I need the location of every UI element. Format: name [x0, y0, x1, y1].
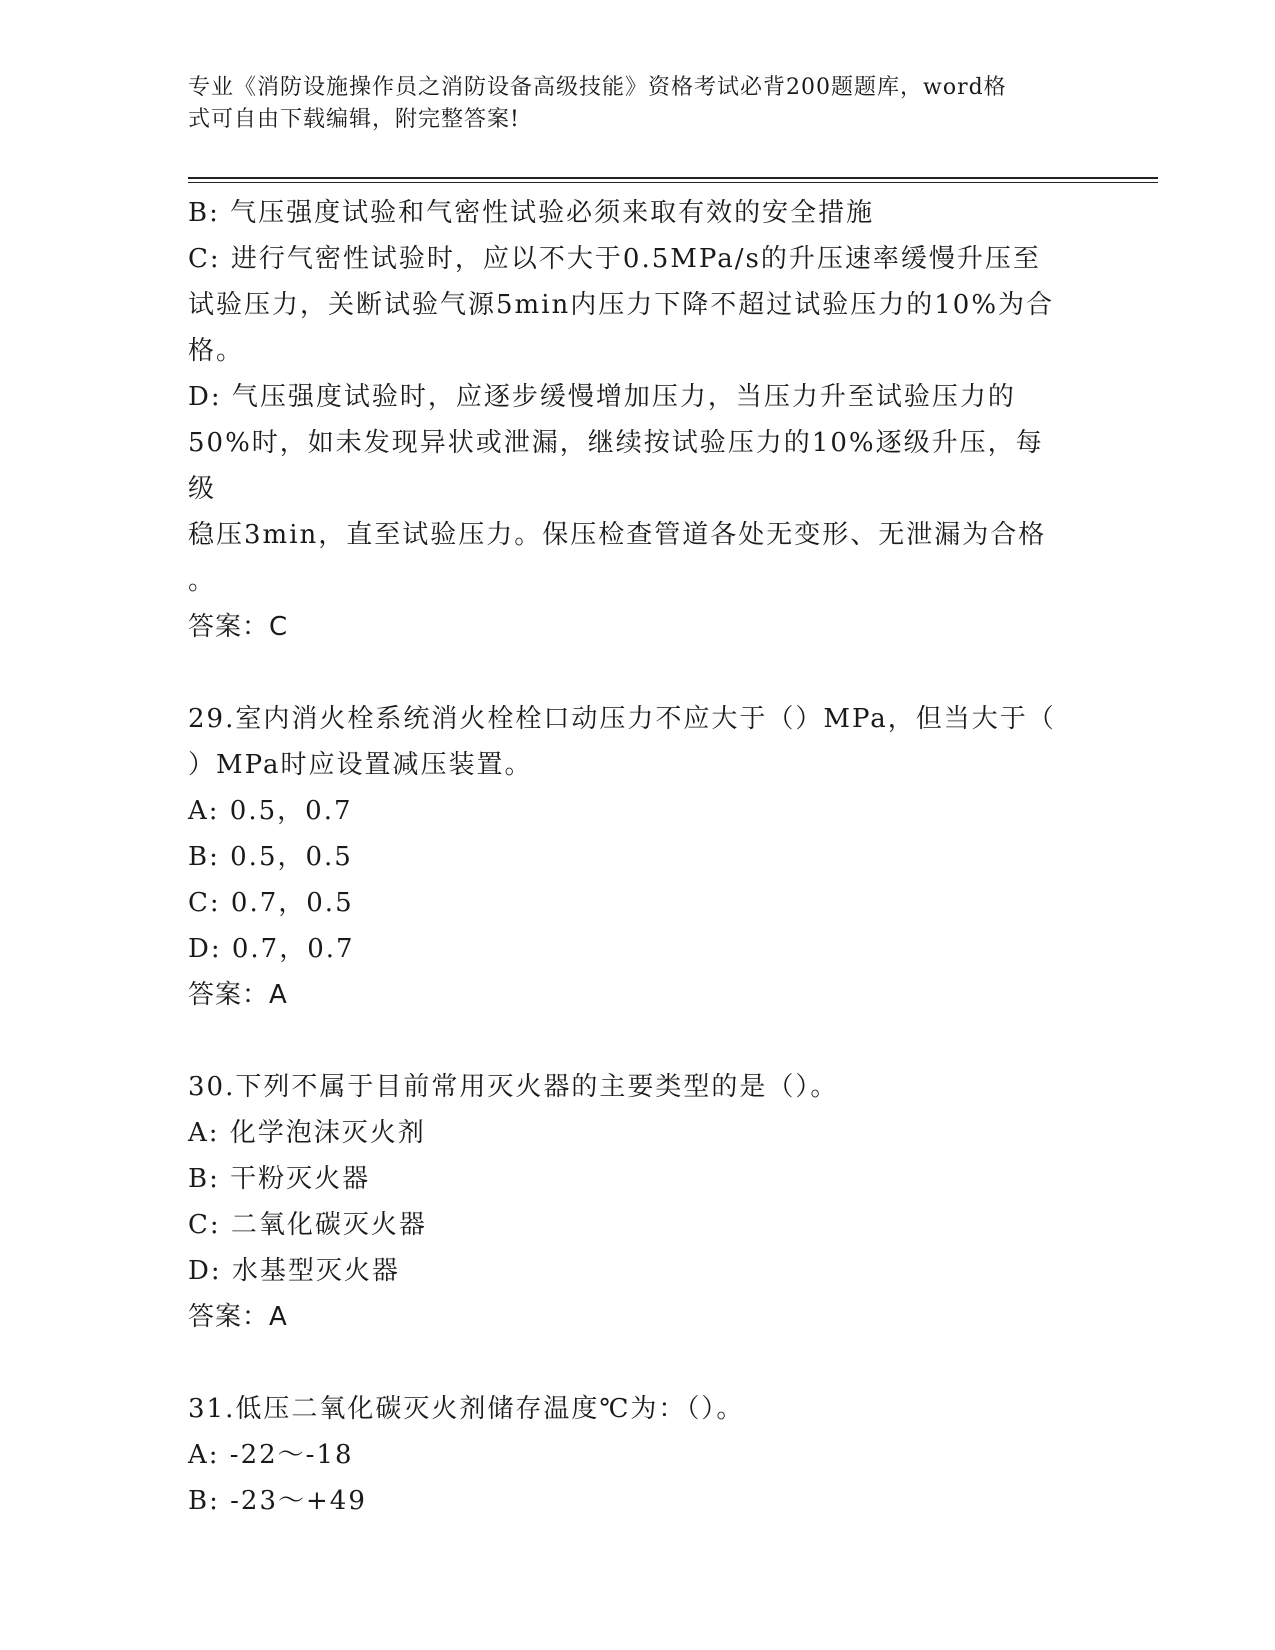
question-31 [188, 1386, 1068, 1524]
header-rule-thin [188, 182, 1158, 183]
option-a: A: 化学泡沫灭火剂 [188, 1118, 426, 1148]
answer: 答案：C [188, 612, 289, 642]
question-stem-line-2: ）MPa时应设置减压装置。 [188, 750, 533, 780]
option-d-line-4: 。 [188, 566, 217, 596]
question-28-tail [188, 190, 1068, 650]
option-c-line-3: 格。 [188, 336, 245, 366]
header-line-2: 式可自由下载编辑，附完整答案! [188, 107, 520, 132]
question-29 [188, 696, 1068, 1018]
option-c: C: 0.7，0.5 [188, 888, 354, 918]
document-header [188, 72, 1068, 136]
option-b: B: 0.5，0.5 [188, 842, 353, 872]
header-rule-thick [188, 177, 1158, 179]
option-b: B: 干粉灭火器 [188, 1164, 371, 1194]
question-stem-line-1: 29.室内消火栓系统消火栓栓口动压力不应大于（）MPa，但当大于（ [188, 704, 1056, 734]
spacer [188, 1018, 1068, 1064]
question-stem: 30.下列不属于目前常用灭火器的主要类型的是（）。 [188, 1072, 839, 1102]
option-d: D: 水基型灭火器 [188, 1256, 400, 1286]
option-c: C: 二氧化碳灭火器 [188, 1210, 427, 1240]
option-b: B: -23～+49 [188, 1486, 367, 1516]
question-stem: 31.低压二氧化碳灭火剂储存温度℃为：（）。 [188, 1394, 745, 1424]
header-line-1: 专业《消防设施操作员之消防设备高级技能》资格考试必背200题题库，word格 [188, 75, 1007, 100]
answer: 答案：A [188, 980, 288, 1010]
option-c-line-2: 试验压力，关断试验气源5min内压力下降不超过试验压力的10%为合 [188, 290, 1055, 320]
option-b: B: 气压强度试验和气密性试验必须来取有效的安全措施 [188, 198, 875, 228]
option-c-line-1: C: 进行气密性试验时，应以不大于0.5MPa/s的升压速率缓慢升压至 [188, 244, 1041, 274]
option-a: A: -22～-18 [188, 1440, 354, 1470]
option-d-line-3: 稳压3min，直至试验压力。保压检查管道各处无变形、无泄漏为合格 [188, 520, 1047, 550]
option-d-line-1: D: 气压强度试验时，应逐步缓慢增加压力，当压力升至试验压力的 [188, 382, 1016, 412]
answer: 答案：A [188, 1302, 288, 1332]
question-content [188, 190, 1068, 1524]
question-30 [188, 1064, 1068, 1340]
option-a: A: 0.5，0.7 [188, 796, 353, 826]
option-d-line-2: 50%时，如未发现异状或泄漏，继续按试验压力的10%逐级升压，每级 [188, 428, 1044, 504]
option-d: D: 0.7，0.7 [188, 934, 355, 964]
spacer [188, 650, 1068, 696]
spacer [188, 1340, 1068, 1386]
